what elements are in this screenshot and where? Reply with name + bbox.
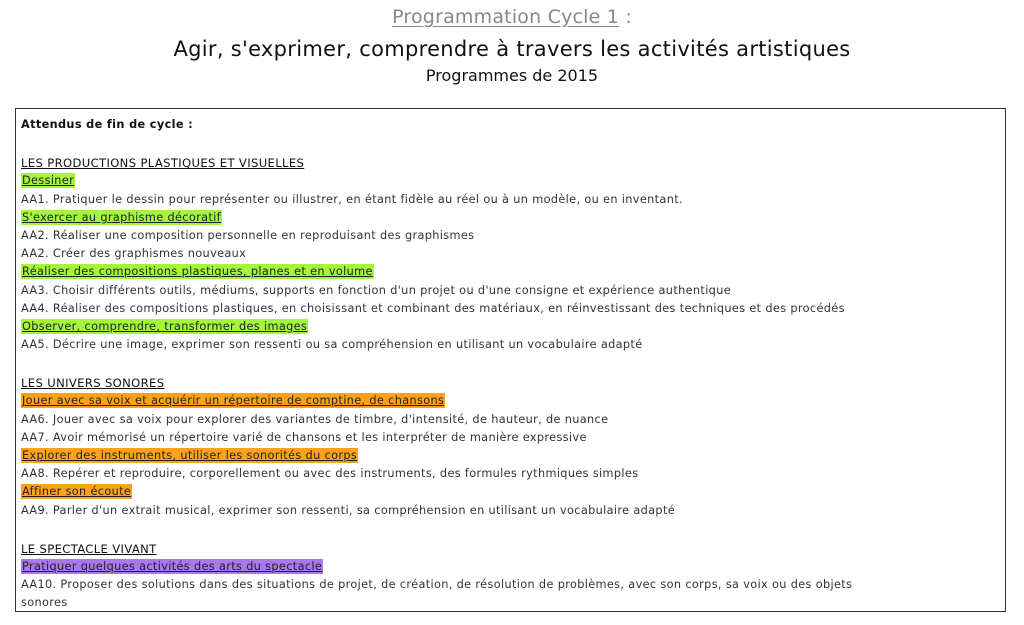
subsection: Pratiquer quelques activités des arts du spectacle	[22, 559, 323, 573]
subsection: Dessiner	[22, 174, 75, 188]
subsection: Observer, comprendre, transformer des images	[22, 319, 308, 333]
spacer	[21, 354, 996, 374]
list-item: AA2. Réaliser une composition personnelle en reproduisant des graphismes	[21, 228, 475, 242]
section-title: LES UNIVERS SONORES	[21, 376, 165, 391]
title-suffix: :	[619, 6, 632, 28]
subsection: S'exercer au graphisme décoratif	[22, 210, 221, 224]
section-title: LES PRODUCTIONS PLASTIQUES ET VISUELLES	[21, 156, 305, 171]
content-body	[21, 116, 996, 613]
section-title: LE SPECTACLE VIVANT	[21, 541, 157, 556]
list-item: AA3. Choisir différents outils, médiums, supports en fonction d'un projet ou d'une consigne et expérience authentique	[21, 283, 732, 297]
content-box	[15, 108, 1006, 612]
programs-label: Programmes de 2015	[425, 66, 599, 85]
list-item: AA8. Repérer et reproduire, corporellement ou avec des instruments, des formules rythmiques simples	[21, 467, 639, 481]
list-item: AA6. Jouer avec sa voix pour explorer des variantes de timbre, d'intensité, de hauteur, de nuance	[21, 412, 609, 426]
subsection: Jouer avec sa voix et acquérir un répertoire de comptine, de chansons	[22, 394, 445, 408]
page-subtitle: Agir, s'exprimer, comprendre à travers les activités artistiques	[173, 37, 851, 61]
list-item: AA5. Décrire une image, exprimer son ressenti ou sa compréhension en utilisant un vocabulaire adapté	[21, 338, 643, 352]
list-item: AA2. Créer des graphismes nouveaux	[21, 247, 247, 261]
list-item: AA7. Avoir mémorisé un répertoire varié de chansons et les interpréter de manière expressive	[21, 430, 587, 444]
page-title	[0, 6, 1024, 28]
list-item: AA1. Pratiquer le dessin pour représenter ou illustrer, en étant fidèle au réel ou à un modèle, ou en inventant.	[21, 192, 683, 206]
list-item: AA4. Réaliser des compositions plastiques, en choisissant et combinant des matériaux, en réinvestissant des techniques et des procédés	[21, 301, 845, 315]
list-item: AA9. Parler d'un extrait musical, exprimer son ressenti, sa compréhension en utilisant un vocabulaire adapté	[21, 503, 676, 517]
spacer	[21, 134, 996, 154]
subsection: Réaliser des compositions plastiques, planes et en volume	[22, 265, 373, 279]
box-heading: Attendus de fin de cycle :	[21, 118, 193, 131]
list-item: sonores	[21, 596, 68, 610]
subsection: Affiner son écoute	[22, 485, 132, 499]
subsection: Explorer des instruments, utiliser les sonorités du corps	[22, 449, 358, 462]
title-text: Programmation Cycle 1	[392, 6, 620, 28]
spacer	[21, 520, 996, 540]
list-item: AA10. Proposer des solutions dans des situations de projet, de création, de résolution de problèmes, avec son corps, sa voix ou des objets	[21, 578, 853, 592]
